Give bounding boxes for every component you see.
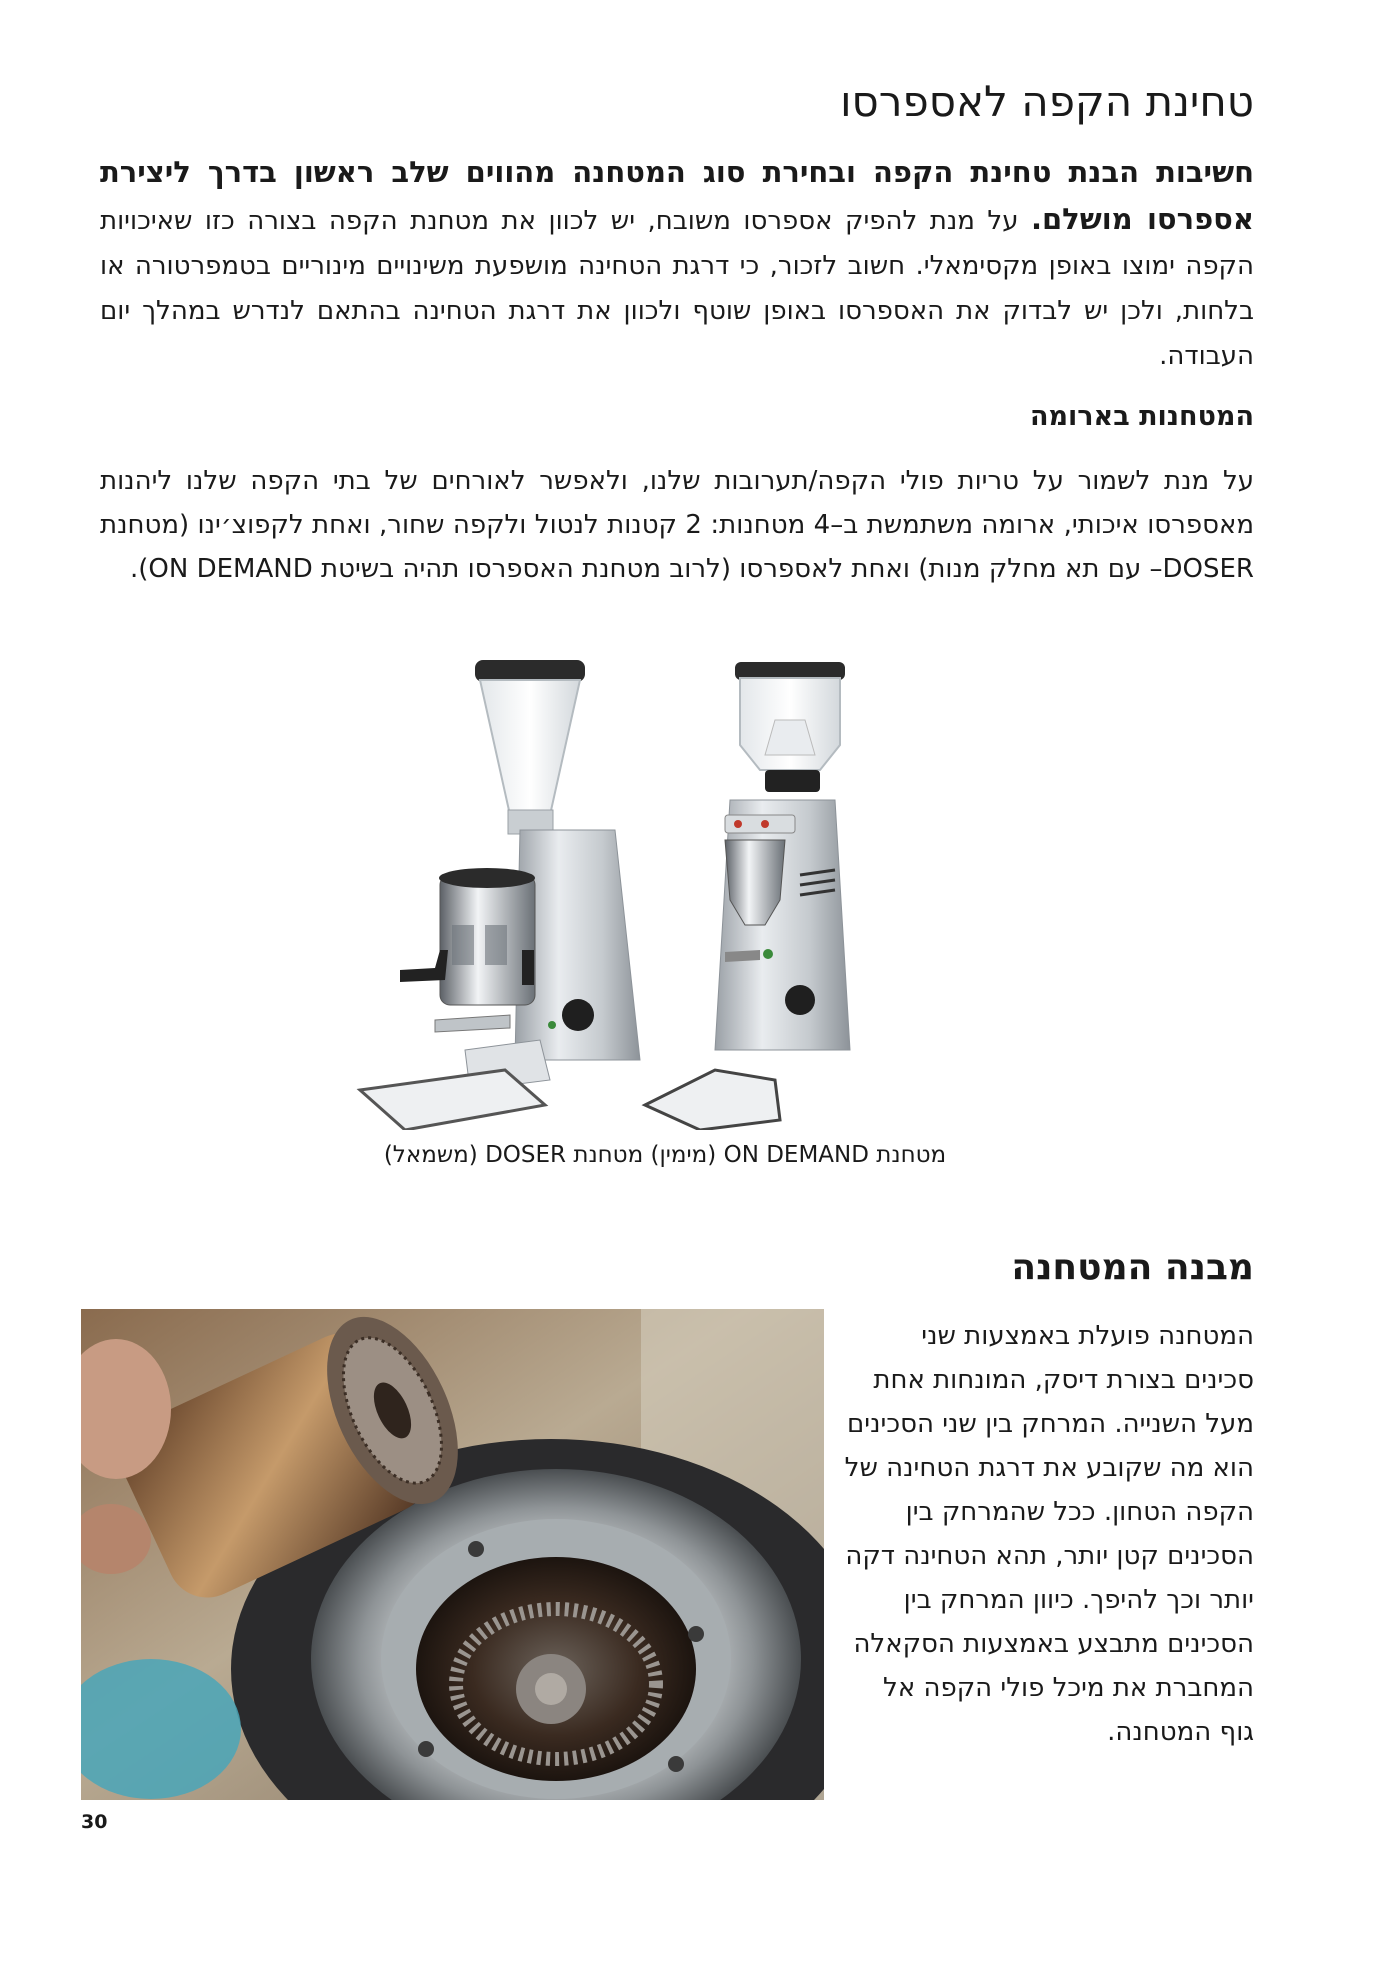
page-number: 30: [81, 1811, 108, 1833]
doser-grinder: [360, 660, 640, 1130]
section-subheading: המטחנות בארומה: [1029, 401, 1254, 432]
intro-paragraph: [100, 150, 1254, 379]
intro-body-text: על מנת להפיק אספרסו משובח, יש לכוון את מטחנת הקפה בצורה כזו שאיכויות הקפה ימוצו באופן מקסימאלי. חשוב לזכור, כי דרגת הטחינה מושפעת משינויים מינוריים בטמפרטורה או בלחות, ולכן יש לבדוק את האספרסו באופן שוטף ולכוון את דרגת הטחינה בהתאם לנדרש במהלך יום העבודה.: [100, 206, 1254, 371]
grinder-photo-icon: [340, 650, 990, 1130]
grinders-paragraph: על מנת לשמור על טריות פולי הקפה/תערובות שלנו, ולאפשר לאורחים של בתי הקפה שלנו ליהנות מאספרסו איכותי, ארומה משתמשת ב–4 מטחנות: 2 קטנות לנטול ולקפה שחור, ואחת לקפוצ׳ינו (מטחנת DOSER– עם תא מחלק מנות) ואחת לאספרסו (לרוב מטחנת האספרסו תהיה בשיטת ON DEMAND).: [100, 466, 1254, 584]
burr-photo-icon: [81, 1309, 824, 1800]
intro-bold-text: חשיבות הבנת טחינת הקפה ובחירת סוג המטחנה מהווים שלב ראשון בדרך ליצירת אספרסו מושלם.: [100, 155, 1254, 236]
on-demand-grinder: [645, 662, 850, 1130]
burrs-photo: [81, 1309, 824, 1800]
section-title-structure: מבנה המטחנה: [1011, 1247, 1254, 1288]
structure-paragraph: המטחנה פועלת באמצעות שני סכינים בצורת דיסק, המונחות אחת מעל השנייה. המרחק בין שני הסכינים הוא מה שקובע את דרגת הטחינה של הקפה הטחון. ככל שהמרחק בין הסכינים קטן יותר, תהא הטחינה דקה יותר וכך להיפך. כיוון המרחק בין הסכינים מתבצע באמצעות הסקאלה המחברת את מיכל פולי הקפה אל גוף המטחנה.: [844, 1321, 1254, 1747]
page-title: טחינת הקפה לאספרסו: [840, 77, 1254, 126]
grinders-photo: [340, 650, 990, 1130]
photo-caption: מטחנת ON DEMAND (מימין) מטחנת DOSER (משמאל): [383, 1142, 947, 1168]
